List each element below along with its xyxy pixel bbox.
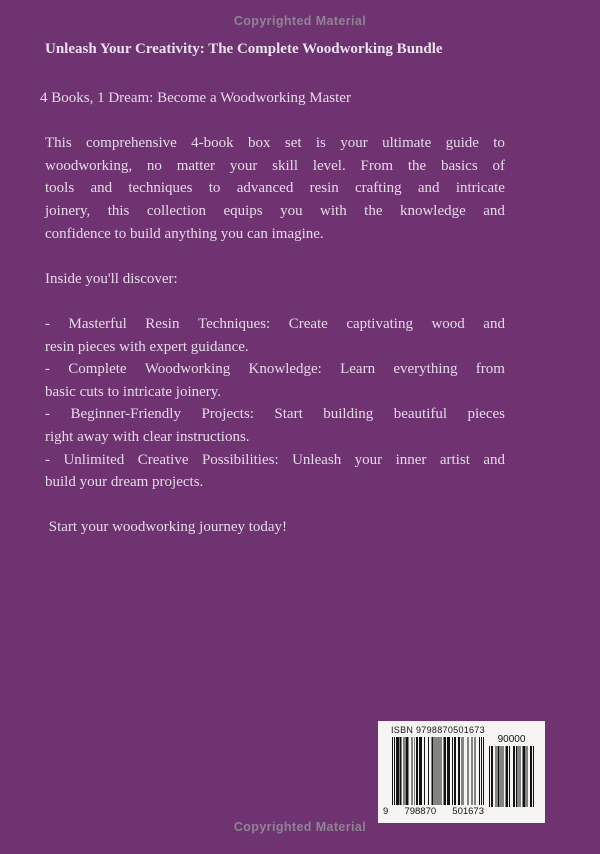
text-line: 4 Books, 1 Dream: Become a Woodworking Master	[40, 90, 351, 106]
barcode-digits	[383, 806, 484, 819]
text-line: right away with clear instructions.	[45, 428, 250, 445]
ean13-barcode	[392, 737, 484, 805]
text-line	[45, 290, 505, 313]
text-line: - Unlimited Creative Possibilities: Unleash your inner artist and	[45, 451, 505, 468]
text-line: - Complete Woodworking Knowledge: Learn everything from	[45, 361, 505, 378]
text-line: resin pieces with expert guidance.	[45, 338, 249, 355]
ean5-addon-barcode	[489, 746, 534, 807]
text-line: build your dream projects.	[45, 474, 204, 491]
text-line: woodworking, no matter your skill level. From the basics of	[45, 157, 505, 174]
barcode-digit-group: 9	[383, 806, 389, 817]
text-line: This comprehensive 4-book box set is your ultimate guide to	[45, 135, 505, 152]
text-line: joinery, this collection equips you with the knowledge and	[45, 202, 505, 219]
text-line	[45, 110, 505, 133]
text-line: confidence to build anything you can imagine.	[45, 225, 324, 242]
barcode-digit-group: 798870	[404, 806, 437, 817]
text-line: Start your woodworking journey today!	[45, 519, 288, 536]
text-line	[45, 245, 505, 268]
text-line	[45, 494, 505, 517]
barcode-digit-group: 501673	[452, 806, 484, 817]
text-line: Inside you'll discover:	[45, 270, 178, 287]
text-line: tools and techniques to advanced resin crafting and intricate	[45, 180, 505, 197]
text-line: - Masterful Resin Techniques: Create captivating wood and	[45, 315, 505, 332]
text-line: basic cuts to intricate joinery.	[45, 383, 222, 400]
text-line: - Beginner-Friendly Projects: Start building beautiful pieces	[45, 406, 505, 423]
copyright-watermark-bottom: Copyrighted Material	[233, 820, 367, 834]
barcode-panel	[378, 721, 545, 823]
back-cover-text	[40, 87, 505, 539]
copyright-watermark-top: Copyrighted Material	[233, 14, 367, 28]
isbn-label: ISBN 9798870501673	[391, 725, 485, 735]
price-code: 90000	[497, 734, 526, 745]
book-title: Unleash Your Creativity: The Complete Woodworking Bundle	[45, 41, 443, 57]
